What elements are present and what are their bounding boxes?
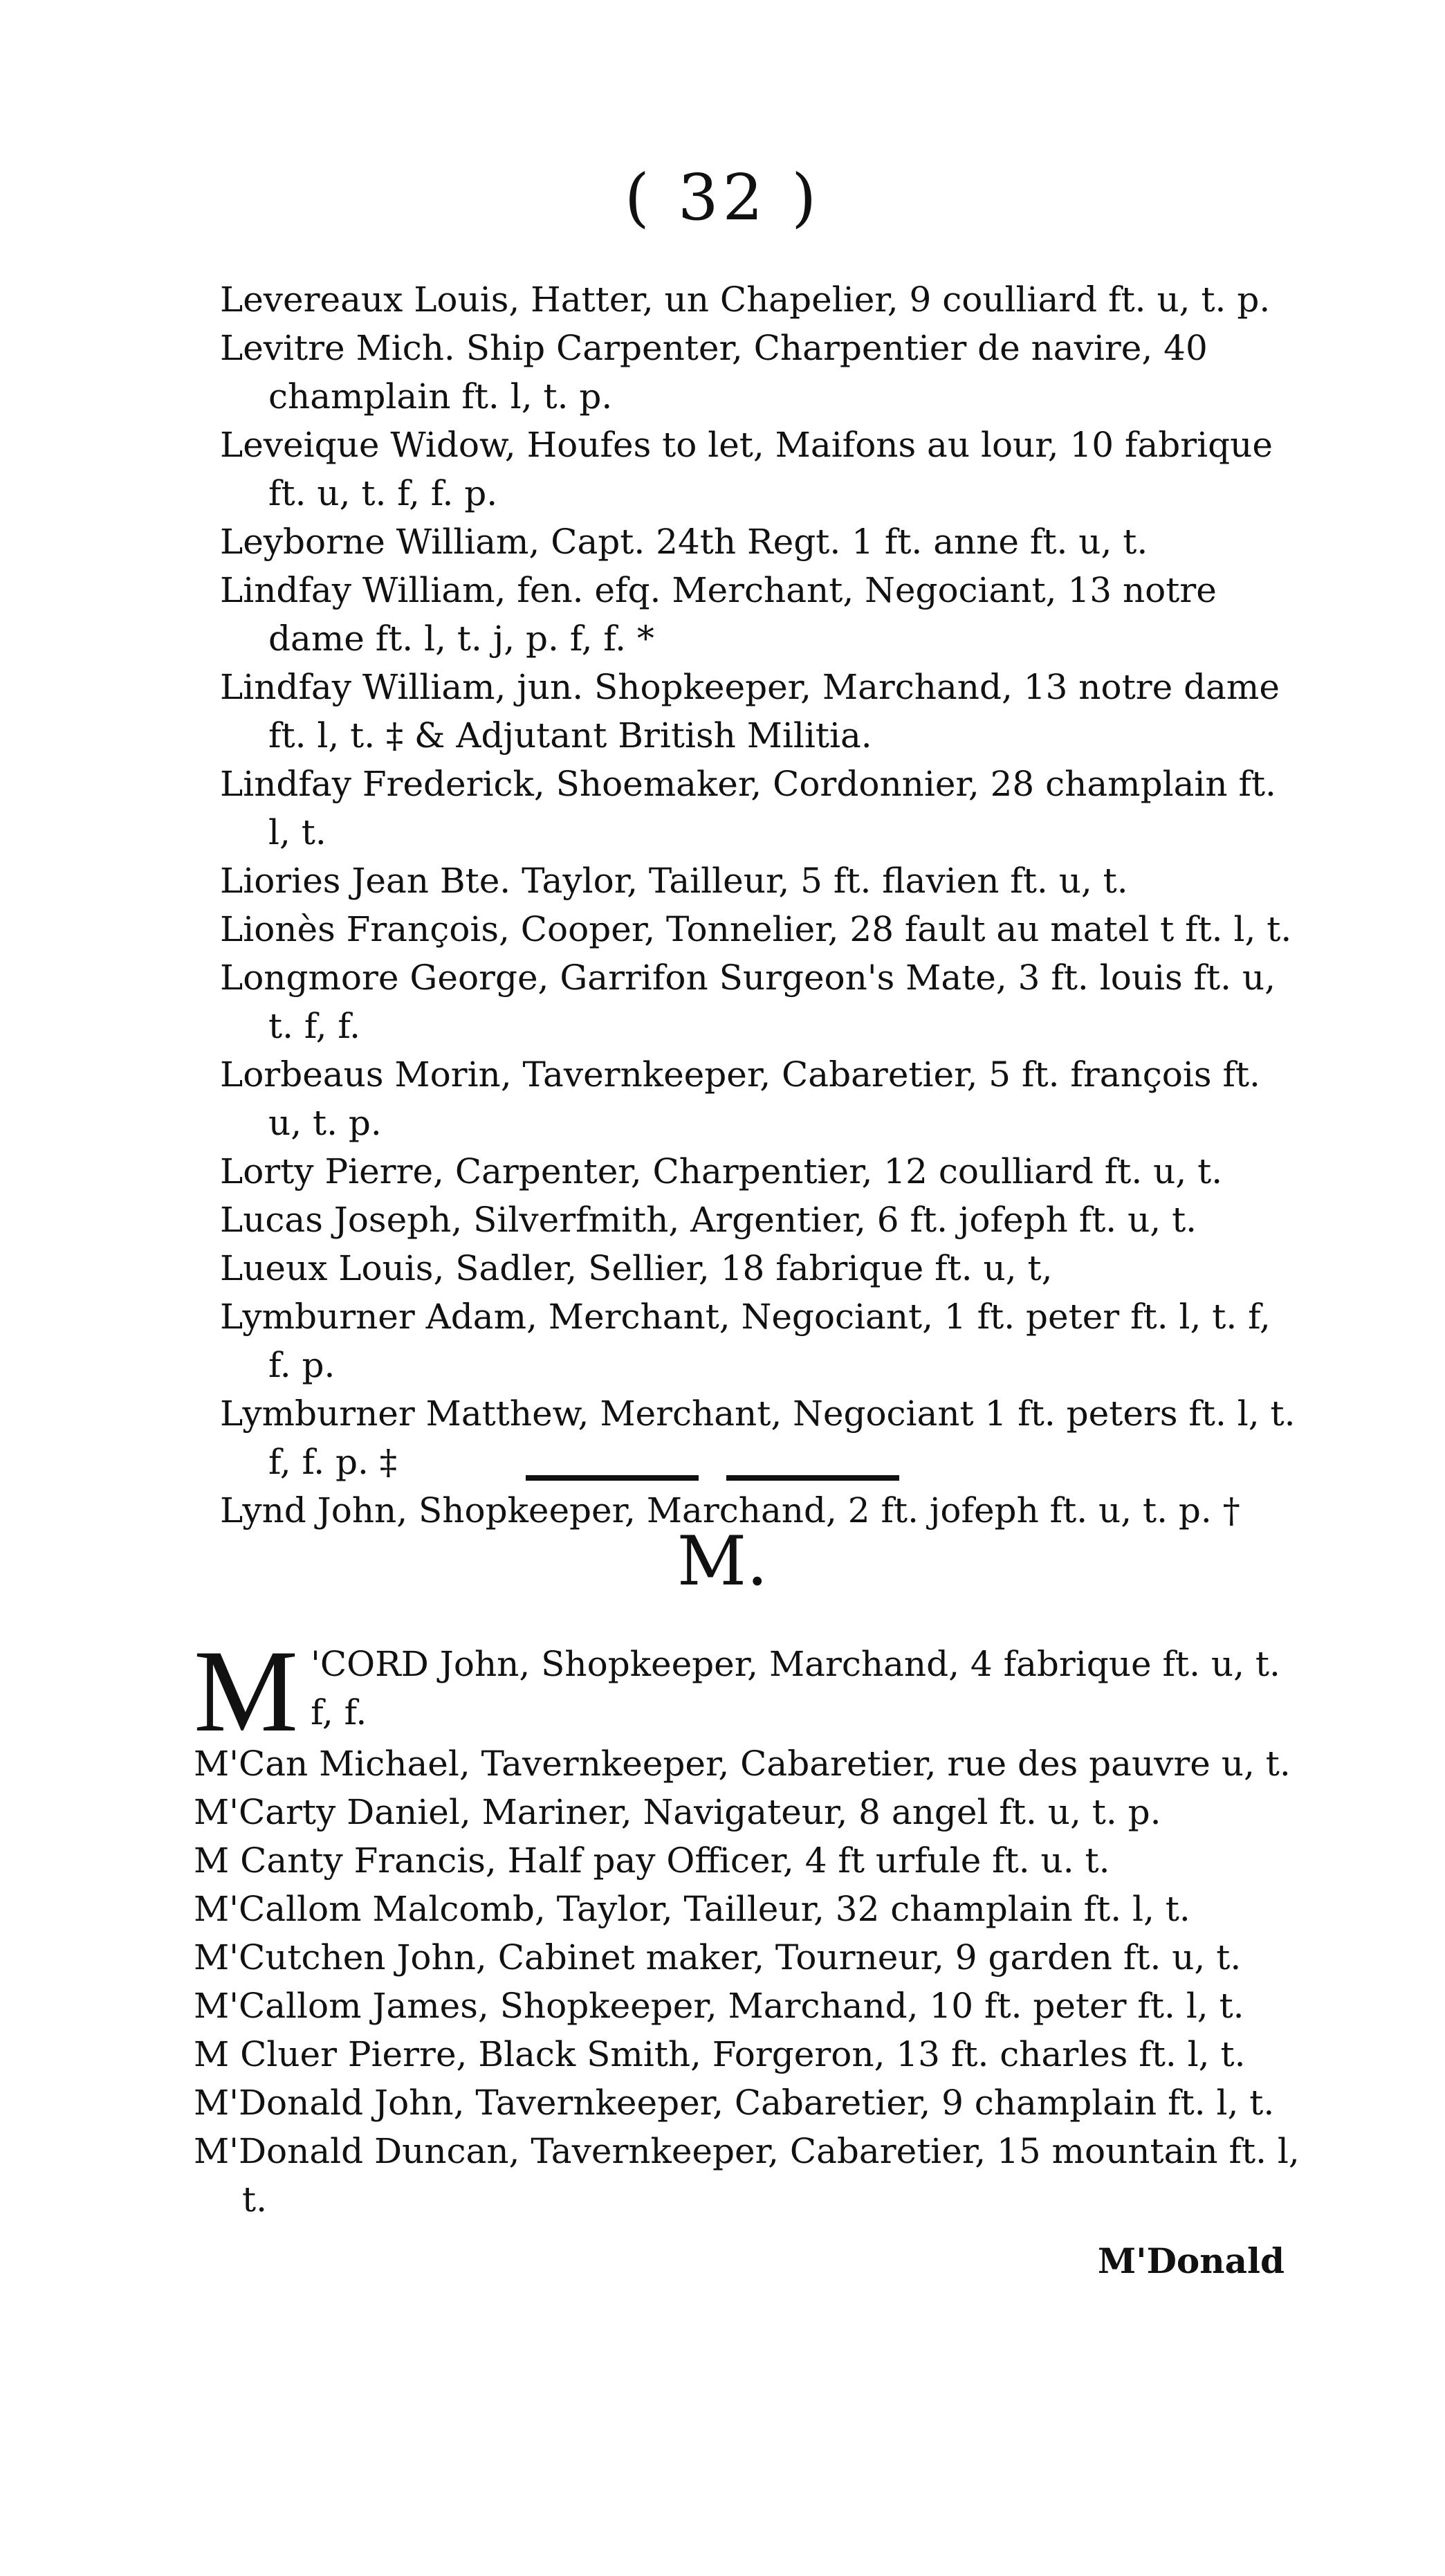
- l-entries-list: [220, 275, 1299, 1535]
- directory-entry: Lorbeaus Morin, Tavernkeeper, Cabaretier, 5 ft. françois ft. u, t. p.: [220, 1054, 1260, 1143]
- directory-entry: M'Donald Duncan, Tavernkeeper, Cabaretier, 15 mountain ft. l, t.: [194, 2131, 1300, 2220]
- letter-heading: M.: [677, 1522, 768, 1601]
- m-entries-list: [194, 1626, 1300, 2224]
- page-number: ( 32 ): [624, 161, 821, 235]
- directory-entry: Levereaux Louis, Hatter, un Chapelier, 9 coulliard ft. u, t. p.: [220, 280, 1271, 320]
- directory-entry: M'Callom James, Shopkeeper, Marchand, 10 ft. peter ft. l, t.: [194, 1986, 1244, 2026]
- directory-entry: Liories Jean Bte. Taylor, Tailleur, 5 ft. flavien ft. u, t.: [220, 861, 1128, 901]
- directory-entry: Lorty Pierre, Carpenter, Charpentier, 12 coulliard ft. u, t.: [220, 1151, 1223, 1191]
- directory-entry: M'Carty Daniel, Mariner, Navigateur, 8 angel ft. u, t. p.: [194, 1792, 1161, 1832]
- directory-entry: Levitre Mich. Ship Carpenter, Charpentier de navire, 40 champlain ft. l, t. p.: [220, 328, 1208, 417]
- directory-entry: Lymburner Adam, Merchant, Negociant, 1 ft. peter ft. l, t. f, f. p.: [220, 1297, 1271, 1385]
- directory-entry: Leveique Widow, Houfes to let, Maifons au lour, 10 fabrique ft. u, t. f, f. p.: [220, 425, 1273, 513]
- directory-entry: Lindfay William, fen. efq. Merchant, Negociant, 13 notre dame ft. l, t. j, p. f, f. *: [220, 570, 1217, 659]
- drop-cap: M: [194, 1626, 299, 1756]
- directory-entry: Lymburner Matthew, Merchant, Negociant 1 ft. peters ft. l, t. f, f. p. ‡: [220, 1394, 1296, 1482]
- directory-entry: Lueux Louis, Sadler, Sellier, 18 fabrique ft. u, t,: [220, 1248, 1053, 1288]
- directory-entry: Lindfay Frederick, Shoemaker, Cordonnier, 28 champlain ft. l, t.: [220, 764, 1276, 852]
- section-divider: [526, 1475, 899, 1481]
- directory-entry: Lionès François, Cooper, Tonnelier, 28 fault au matel t ft. l, t.: [220, 909, 1292, 949]
- directory-entry: Lynd John, Shopkeeper, Marchand, 2 ft. jofeph ft. u, t. p. †: [220, 1490, 1240, 1531]
- directory-entry: M Cluer Pierre, Black Smith, Forgeron, 13 ft. charles ft. l, t.: [194, 2034, 1246, 2074]
- catchword: M'Donald: [1097, 2240, 1285, 2281]
- directory-entry: M'Donald John, Tavernkeeper, Cabaretier, 9 champlain ft. l, t.: [194, 2083, 1275, 2123]
- directory-entry: Longmore George, Garrifon Surgeon's Mate, 3 ft. louis ft. u, t. f, f.: [220, 958, 1276, 1046]
- directory-entry: M Canty Francis, Half pay Officer, 4 ft urfule ft. u. t.: [194, 1840, 1110, 1881]
- directory-entry: M'Can Michael, Tavernkeeper, Cabaretier, rue des pauvre u, t.: [194, 1744, 1291, 1784]
- directory-entry: Lucas Joseph, Silverfmith, Argentier, 6 ft. jofeph ft. u, t.: [220, 1200, 1197, 1240]
- directory-entry: Leyborne William, Capt. 24th Regt. 1 ft. anne ft. u, t.: [220, 522, 1148, 562]
- directory-entry-first: [194, 1626, 1300, 1756]
- directory-entry: M'Callom Malcomb, Taylor, Tailleur, 32 champlain ft. l, t.: [194, 1889, 1190, 1929]
- entry-text: 'CORD John, Shopkeeper, Marchand, 4 fabrique ft. u, t. f, f.: [311, 1644, 1280, 1733]
- directory-entry: Lindfay William, jun. Shopkeeper, Marchand, 13 notre dame ft. l, t. ‡ & Adjutant British Militia.: [220, 667, 1280, 756]
- directory-entry: M'Cutchen John, Cabinet maker, Tourneur, 9 garden ft. u, t.: [194, 1937, 1242, 1977]
